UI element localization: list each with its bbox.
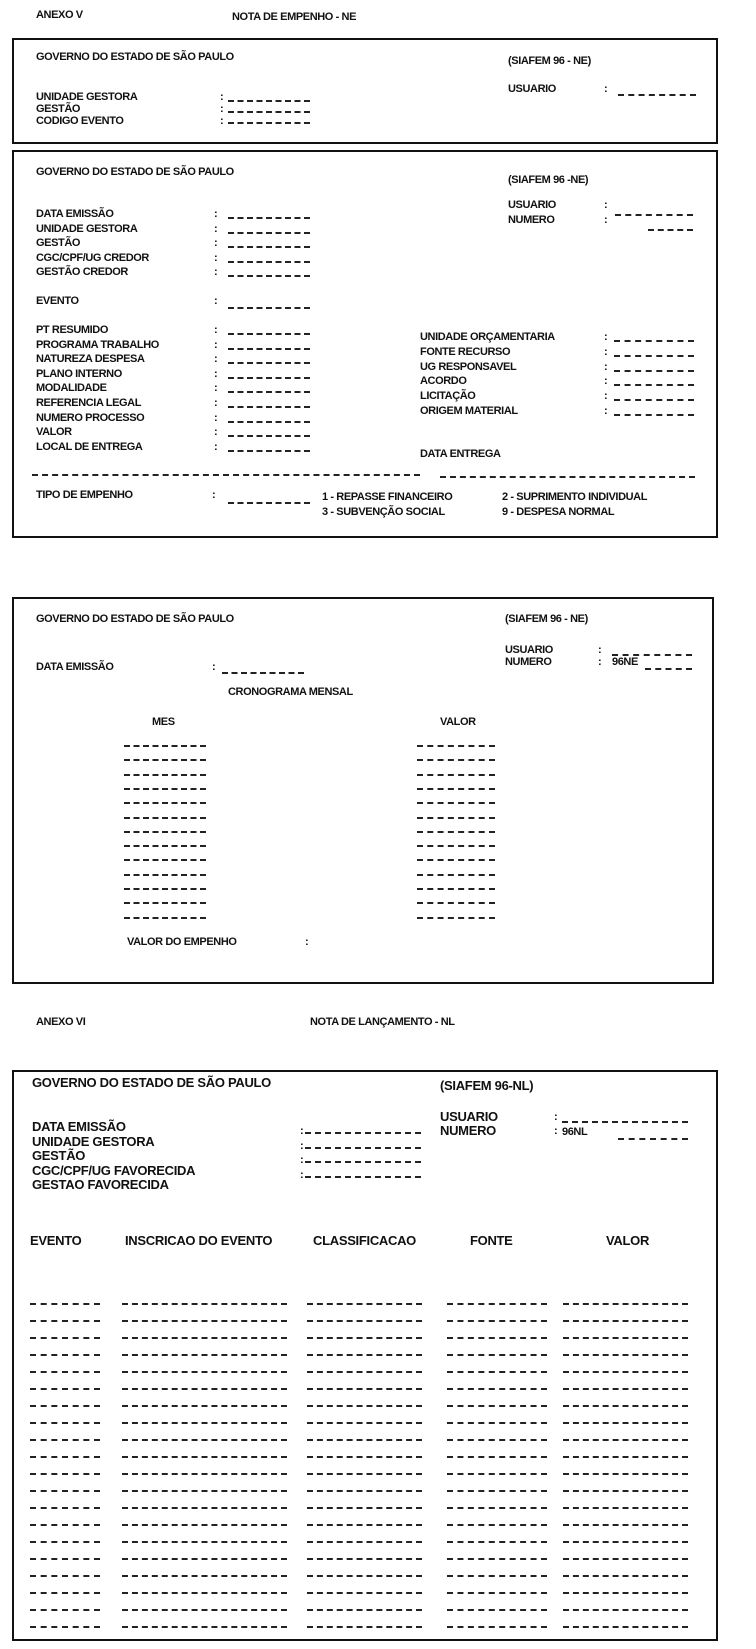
annex-label: ANEXO VI — [36, 1016, 86, 1028]
entry-field — [30, 1558, 100, 1560]
mes-field — [124, 817, 206, 819]
field-label: ACORDO — [420, 375, 467, 388]
entry-field — [563, 1388, 688, 1390]
entry-field — [122, 1575, 287, 1577]
numero-label: NUMERO — [505, 656, 552, 668]
mes-field — [124, 902, 206, 904]
blank-field — [228, 450, 310, 452]
entry-field — [447, 1490, 547, 1492]
field-label: GESTAO FAVORECIDA — [32, 1177, 169, 1192]
entry-field — [563, 1626, 688, 1628]
entry-field — [30, 1524, 100, 1526]
field-label: GESTÃO — [36, 103, 81, 115]
option: 3 - SUBVENÇÃO SOCIAL — [322, 506, 445, 518]
entry-field — [563, 1456, 688, 1458]
entry-field — [122, 1524, 287, 1526]
field-label: UNIDADE GESTORA — [36, 91, 138, 103]
blank-field — [228, 232, 310, 234]
field-label: DATA EMISSÃO — [32, 1119, 126, 1134]
colon: : — [212, 489, 216, 501]
field-label: CGC/CPF/UG CREDOR — [36, 251, 149, 264]
blank-field — [305, 1132, 421, 1134]
field-label: PLANO INTERNO — [36, 367, 122, 380]
valor-field — [417, 759, 495, 761]
entry-field — [307, 1405, 422, 1407]
entry-field — [30, 1405, 100, 1407]
numero-value: 96NL — [562, 1126, 588, 1138]
colon: : — [604, 83, 608, 95]
entry-field — [447, 1303, 547, 1305]
colon: : — [220, 103, 224, 115]
entry-field — [447, 1422, 547, 1424]
colon: : — [300, 1125, 304, 1137]
colon: : — [214, 353, 218, 366]
valor-field — [417, 774, 495, 776]
blank-field — [228, 307, 310, 309]
field-label: DATA ENTREGA — [420, 448, 501, 460]
colon: : — [598, 656, 602, 668]
blank-field — [648, 229, 693, 231]
entry-field — [447, 1456, 547, 1458]
entry-field — [563, 1371, 688, 1373]
entry-field — [307, 1354, 422, 1356]
entry-field — [447, 1473, 547, 1475]
entry-field — [563, 1303, 688, 1305]
column-header: CLASSIFICACAO — [313, 1233, 416, 1248]
blank-field — [614, 384, 694, 386]
entry-field — [563, 1354, 688, 1356]
blank-field — [228, 100, 310, 102]
field-label: FONTE RECURSO — [420, 345, 511, 358]
entry-field — [447, 1592, 547, 1594]
entry-field — [447, 1558, 547, 1560]
entry-field — [563, 1439, 688, 1441]
entry-field — [307, 1626, 422, 1628]
colon: : — [214, 295, 218, 307]
colon: : — [214, 237, 218, 249]
gov-title: GOVERNO DO ESTADO DE SÃO PAULO — [36, 166, 234, 178]
entry-field — [122, 1609, 287, 1611]
entry-field — [122, 1388, 287, 1390]
colon: : — [214, 266, 218, 278]
field-label: DATA EMISSÃO — [36, 208, 114, 220]
field-label: VALOR DO EMPENHO — [127, 936, 237, 948]
mes-field — [124, 874, 206, 876]
entry-field — [447, 1609, 547, 1611]
usuario-label: USUARIO — [508, 199, 556, 211]
field-label: UNIDADE GESTORA — [36, 222, 138, 235]
entry-field — [122, 1626, 287, 1628]
field-label: PROGRAMA TRABALHO — [36, 338, 159, 351]
colon: : — [214, 411, 218, 424]
colon: : — [305, 936, 309, 948]
entry-field — [563, 1507, 688, 1509]
field-label: GESTÃO CREDOR — [36, 266, 128, 278]
mes-field — [124, 831, 206, 833]
colon: : — [604, 331, 608, 343]
blank-field — [228, 406, 310, 408]
field-label: EVENTO — [36, 295, 79, 307]
entry-field — [30, 1422, 100, 1424]
mes-field — [124, 759, 206, 761]
entry-field — [30, 1337, 100, 1339]
entry-field — [122, 1558, 287, 1560]
numero-value: 96NE — [612, 656, 638, 668]
field-label: VALOR — [36, 426, 72, 439]
option: 1 - REPASSE FINANCEIRO — [322, 491, 453, 503]
colon: : — [214, 367, 218, 380]
blank-field — [228, 421, 310, 423]
field-label: DATA EMISSÃO — [36, 661, 114, 673]
entry-field — [122, 1320, 287, 1322]
column-header: VALOR — [440, 716, 476, 728]
blank-field — [222, 672, 304, 674]
field-label: MODALIDADE — [36, 382, 107, 395]
entry-field — [307, 1422, 422, 1424]
entry-field — [30, 1388, 100, 1390]
usuario-label: USUARIO — [508, 83, 556, 95]
entry-field — [122, 1439, 287, 1441]
entry-field — [30, 1371, 100, 1373]
entry-field — [122, 1507, 287, 1509]
blank-field — [228, 333, 310, 335]
column-header: EVENTO — [30, 1233, 82, 1248]
entry-field — [563, 1473, 688, 1475]
blank-field — [614, 355, 694, 357]
annex-title: NOTA DE LANÇAMENTO - NL — [310, 1016, 455, 1028]
blank-field — [615, 214, 693, 216]
entry-field — [563, 1524, 688, 1526]
entry-field — [563, 1541, 688, 1543]
blank-field — [228, 217, 310, 219]
entry-field — [30, 1439, 100, 1441]
entry-field — [30, 1541, 100, 1543]
gov-title: GOVERNO DO ESTADO DE SÃO PAULO — [32, 1075, 271, 1090]
valor-field — [417, 902, 495, 904]
colon: : — [214, 222, 218, 235]
entry-field — [122, 1337, 287, 1339]
field-label: LOCAL DE ENTREGA — [36, 440, 143, 453]
mes-field — [124, 888, 206, 890]
field-label: UNIDADE GESTORA — [32, 1133, 155, 1149]
field-label: REFERENCIA LEGAL — [36, 397, 142, 409]
valor-field — [417, 788, 495, 790]
colon: : — [554, 1125, 558, 1137]
entry-field — [30, 1354, 100, 1356]
colon: : — [604, 345, 608, 358]
blank-field — [305, 1147, 421, 1149]
entry-field — [447, 1626, 547, 1628]
entry-field — [30, 1609, 100, 1611]
entry-field — [30, 1507, 100, 1509]
colon: : — [214, 440, 218, 453]
field-label: CGC/CPF/UG FAVORECIDA — [32, 1162, 196, 1178]
valor-field — [417, 888, 495, 890]
option: 9 - DESPESA NORMAL — [502, 506, 615, 518]
entry-field — [447, 1354, 547, 1356]
colon: : — [300, 1168, 304, 1181]
entry-field — [122, 1490, 287, 1492]
field-label: LICITAÇÃO — [420, 390, 476, 403]
entry-field — [447, 1507, 547, 1509]
blank-field — [618, 1138, 688, 1140]
entry-field — [122, 1371, 287, 1373]
mes-field — [124, 859, 206, 861]
entry-field — [307, 1473, 422, 1475]
field-label: NUMERO PROCESSO — [36, 411, 145, 424]
column-header: FONTE — [470, 1233, 513, 1248]
entry-field — [307, 1388, 422, 1390]
entry-field — [307, 1524, 422, 1526]
entry-field — [307, 1439, 422, 1441]
colon: : — [214, 338, 218, 351]
separator — [440, 476, 695, 478]
mes-field — [124, 845, 206, 847]
screen-cronograma — [12, 597, 714, 984]
entry-field — [122, 1541, 287, 1543]
entry-field — [30, 1320, 100, 1322]
entry-field — [307, 1609, 422, 1611]
entry-field — [447, 1371, 547, 1373]
colon: : — [212, 661, 216, 673]
blank-field — [228, 275, 310, 277]
entry-field — [307, 1507, 422, 1509]
entry-field — [307, 1592, 422, 1594]
valor-field — [417, 917, 495, 919]
usuario-label: USUARIO — [440, 1109, 498, 1124]
blank-field — [228, 435, 310, 437]
numero-label: NUMERO — [508, 214, 555, 226]
entry-field — [30, 1626, 100, 1628]
system-id: (SIAFEM 96 -NE) — [508, 174, 589, 186]
blank-field — [228, 122, 310, 124]
entry-field — [30, 1592, 100, 1594]
mes-field — [124, 917, 206, 919]
colon: : — [554, 1111, 558, 1123]
mes-field — [124, 745, 206, 747]
field-label: GESTÃO — [36, 237, 81, 249]
entry-field — [447, 1388, 547, 1390]
gov-title: GOVERNO DO ESTADO DE SÃO PAULO — [36, 51, 234, 63]
entry-field — [307, 1575, 422, 1577]
entry-field — [447, 1405, 547, 1407]
entry-field — [307, 1371, 422, 1373]
valor-field — [417, 817, 495, 819]
field-label: PT RESUMIDO — [36, 324, 108, 336]
system-id: (SIAFEM 96-NL) — [440, 1078, 534, 1093]
entry-field — [30, 1456, 100, 1458]
section-title: CRONOGRAMA MENSAL — [228, 686, 353, 698]
entry-field — [307, 1558, 422, 1560]
colon: : — [214, 251, 218, 264]
blank-field — [614, 370, 694, 372]
colon: : — [604, 390, 608, 403]
blank-field — [305, 1161, 421, 1163]
mes-field — [124, 774, 206, 776]
entry-field — [307, 1456, 422, 1458]
entry-field — [30, 1303, 100, 1305]
entry-field — [447, 1439, 547, 1441]
blank-field — [228, 377, 310, 379]
colon: : — [604, 375, 608, 388]
entry-field — [122, 1422, 287, 1424]
entry-field — [447, 1541, 547, 1543]
entry-field — [563, 1490, 688, 1492]
entry-field — [563, 1337, 688, 1339]
entry-field — [563, 1592, 688, 1594]
colon: : — [214, 382, 218, 395]
colon: : — [214, 397, 218, 409]
blank-field — [305, 1176, 421, 1178]
field-label: GESTÃO — [32, 1148, 86, 1163]
blank-field — [562, 1121, 688, 1123]
entry-field — [122, 1405, 287, 1407]
field-label: UNIDADE ORÇAMENTARIA — [420, 331, 555, 343]
entry-field — [563, 1558, 688, 1560]
colon: : — [300, 1154, 304, 1166]
colon: : — [598, 644, 602, 656]
blank-field — [228, 391, 310, 393]
entry-field — [447, 1337, 547, 1339]
blank-field — [228, 348, 310, 350]
colon: : — [604, 360, 608, 373]
field-label: CODIGO EVENTO — [36, 115, 124, 127]
entry-field — [307, 1337, 422, 1339]
entry-field — [307, 1490, 422, 1492]
system-id: (SIAFEM 96 - NE) — [505, 613, 588, 625]
blank-field — [228, 246, 310, 248]
column-header: INSCRICAO DO EVENTO — [125, 1233, 273, 1248]
entry-field — [122, 1592, 287, 1594]
valor-field — [417, 859, 495, 861]
entry-field — [447, 1320, 547, 1322]
colon: : — [300, 1139, 304, 1152]
entry-field — [122, 1303, 287, 1305]
blank-field — [645, 668, 692, 670]
colon: : — [214, 426, 218, 439]
entry-field — [30, 1490, 100, 1492]
blank-field — [228, 502, 310, 504]
entry-field — [122, 1354, 287, 1356]
blank-field — [614, 399, 694, 401]
numero-label: NUMERO — [440, 1123, 496, 1138]
entry-field — [563, 1575, 688, 1577]
field-label: NATUREZA DESPESA — [36, 353, 145, 366]
option: 2 - SUPRIMENTO INDIVIDUAL — [502, 491, 648, 503]
entry-field — [563, 1405, 688, 1407]
mes-field — [124, 802, 206, 804]
mes-field — [124, 788, 206, 790]
column-header: VALOR — [606, 1233, 650, 1248]
colon: : — [214, 208, 218, 220]
entry-field — [563, 1320, 688, 1322]
column-header: MES — [152, 716, 175, 728]
blank-field — [618, 94, 696, 96]
entry-field — [30, 1575, 100, 1577]
blank-field — [614, 414, 694, 416]
colon: : — [220, 115, 224, 127]
valor-field — [417, 831, 495, 833]
colon: : — [604, 405, 608, 417]
blank-field — [228, 261, 310, 263]
annex-title: NOTA DE EMPENHO - NE — [232, 11, 357, 23]
valor-field — [417, 845, 495, 847]
entry-field — [122, 1473, 287, 1475]
gov-title: GOVERNO DO ESTADO DE SÃO PAULO — [36, 613, 234, 625]
usuario-label: USUARIO — [505, 644, 553, 656]
entry-field — [30, 1473, 100, 1475]
entry-field — [307, 1320, 422, 1322]
valor-field — [417, 745, 495, 747]
valor-field — [417, 802, 495, 804]
entry-field — [563, 1422, 688, 1424]
colon: : — [220, 91, 224, 103]
entry-field — [447, 1524, 547, 1526]
annex-label: ANEXO V — [36, 9, 83, 21]
field-label: TIPO DE EMPENHO — [36, 489, 133, 501]
entry-field — [447, 1575, 547, 1577]
blank-field — [614, 340, 694, 342]
colon: : — [604, 199, 608, 211]
entry-field — [122, 1456, 287, 1458]
valor-field — [417, 874, 495, 876]
blank-field — [228, 111, 310, 113]
entry-field — [307, 1303, 422, 1305]
entry-field — [307, 1541, 422, 1543]
colon: : — [214, 324, 218, 336]
field-label: UG RESPONSAVEL — [420, 360, 517, 373]
field-label: ORIGEM MATERIAL — [420, 405, 518, 417]
entry-field — [563, 1609, 688, 1611]
system-id: (SIAFEM 96 - NE) — [508, 55, 591, 67]
blank-field — [228, 362, 310, 364]
separator — [32, 474, 420, 476]
colon: : — [604, 214, 608, 226]
